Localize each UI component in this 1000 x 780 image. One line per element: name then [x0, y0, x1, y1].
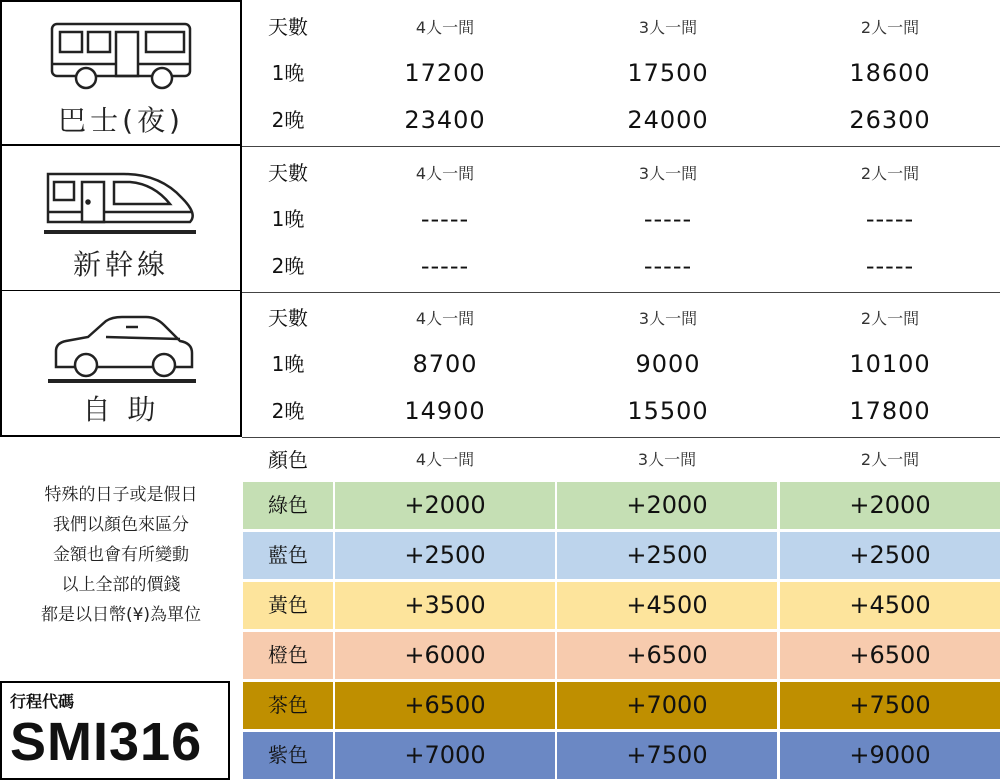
price-value: ----- [643, 252, 693, 280]
price-row [242, 341, 1000, 388]
price-row [242, 97, 1000, 144]
surcharge-value: +4500 [780, 582, 1000, 629]
color-row [243, 532, 1000, 579]
color-table-header [243, 437, 1000, 483]
bus-icon [42, 16, 202, 106]
note-line: 我們以顏色來區分 [53, 515, 189, 535]
tour-code-box [0, 681, 230, 780]
price-value: 10100 [849, 350, 931, 378]
car-mode-box [0, 291, 242, 437]
days-header: 天數 [268, 161, 308, 185]
color-header: 顏色 [268, 448, 308, 472]
surcharge-value: +6000 [335, 632, 555, 679]
bus-section [0, 0, 1000, 146]
tour-code-label: 行程代碼 [10, 692, 75, 711]
col-header: 4人一間 [415, 18, 475, 37]
color-row [243, 732, 1000, 779]
color-name: 藍色 [243, 532, 333, 579]
day-label: 2晚 [271, 399, 305, 423]
price-value: 14900 [404, 397, 486, 425]
pricing-note [0, 480, 242, 630]
price-value: ----- [865, 205, 915, 233]
color-name: 茶色 [243, 682, 333, 729]
col-header: 2人一間 [860, 450, 920, 469]
day-label: 1晚 [271, 61, 305, 85]
price-value: 8700 [412, 350, 478, 378]
price-row [242, 50, 1000, 97]
price-row [242, 196, 1000, 243]
surcharge-value: +2000 [335, 482, 555, 529]
mode-label: 新幹線 [72, 248, 169, 281]
col-header: 4人一間 [415, 309, 475, 328]
mode-label: 自 助 [82, 393, 160, 426]
col-header: 4人一間 [415, 450, 475, 469]
surcharge-value: +2500 [335, 532, 555, 579]
price-value: 23400 [404, 106, 486, 134]
col-header: 2人一間 [860, 164, 920, 183]
price-value: 17800 [849, 397, 931, 425]
color-row [243, 632, 1000, 679]
surcharge-value: +9000 [780, 732, 1000, 779]
day-label: 2晚 [271, 254, 305, 278]
price-value: ----- [643, 205, 693, 233]
col-header: 3人一間 [637, 450, 697, 469]
color-name: 黃色 [243, 582, 333, 629]
note-line: 特殊的日子或是假日 [44, 485, 198, 505]
price-value: 26300 [849, 106, 931, 134]
price-value: 15500 [627, 397, 709, 425]
color-row [243, 482, 1000, 529]
col-header: 2人一間 [860, 309, 920, 328]
surcharge-value: +2500 [780, 532, 1000, 579]
price-value: 18600 [849, 59, 931, 87]
note-line: 以上全部的價錢 [61, 575, 181, 595]
price-table [242, 0, 1000, 147]
price-row [242, 388, 1000, 435]
col-header: 4人一間 [415, 164, 475, 183]
surcharge-value: +4500 [557, 582, 777, 629]
color-row [243, 682, 1000, 729]
color-row [243, 582, 1000, 629]
color-name: 橙色 [243, 632, 333, 679]
tour-code-value: SMI316 [10, 712, 203, 772]
color-surcharge-table [243, 437, 1000, 780]
self-drive-section [0, 291, 1000, 437]
surcharge-value: +2000 [780, 482, 1000, 529]
price-value: ----- [865, 252, 915, 280]
surcharge-value: +2500 [557, 532, 777, 579]
price-header-row [242, 295, 1000, 342]
price-table [242, 291, 1000, 438]
surcharge-value: +2000 [557, 482, 777, 529]
col-header: 3人一間 [638, 164, 698, 183]
surcharge-value: +6500 [780, 632, 1000, 679]
day-label: 1晚 [271, 352, 305, 376]
days-header: 天數 [268, 15, 308, 39]
car-icon [42, 305, 202, 395]
surcharge-value: +3500 [335, 582, 555, 629]
days-header: 天數 [268, 306, 308, 330]
price-header-row [242, 150, 1000, 197]
price-value: 17200 [404, 59, 486, 87]
color-name: 綠色 [243, 482, 333, 529]
note-line: 都是以日幣(¥)為單位 [40, 605, 202, 625]
price-value: ----- [420, 205, 470, 233]
note-line: 金額也會有所變動 [53, 545, 189, 565]
train-mode-box [0, 146, 242, 292]
mode-label: 巴士(夜) [58, 104, 184, 137]
surcharge-value: +6500 [557, 632, 777, 679]
price-row [242, 243, 1000, 290]
bullet-train-icon [42, 160, 202, 250]
price-header-row [242, 4, 1000, 51]
price-value: ----- [420, 252, 470, 280]
color-name: 紫色 [243, 732, 333, 779]
day-label: 1晚 [271, 207, 305, 231]
price-value: 17500 [627, 59, 709, 87]
surcharge-value: +7500 [557, 732, 777, 779]
day-label: 2晚 [271, 108, 305, 132]
col-header: 2人一間 [860, 18, 920, 37]
bus-mode-box [0, 0, 242, 146]
surcharge-value: +7500 [780, 682, 1000, 729]
price-value: 9000 [635, 350, 701, 378]
surcharge-value: +7000 [335, 732, 555, 779]
surcharge-value: +6500 [335, 682, 555, 729]
train-section [0, 146, 1000, 292]
price-table [242, 146, 1000, 293]
col-header: 3人一間 [638, 309, 698, 328]
surcharge-value: +7000 [557, 682, 777, 729]
price-value: 24000 [627, 106, 709, 134]
col-header: 3人一間 [638, 18, 698, 37]
